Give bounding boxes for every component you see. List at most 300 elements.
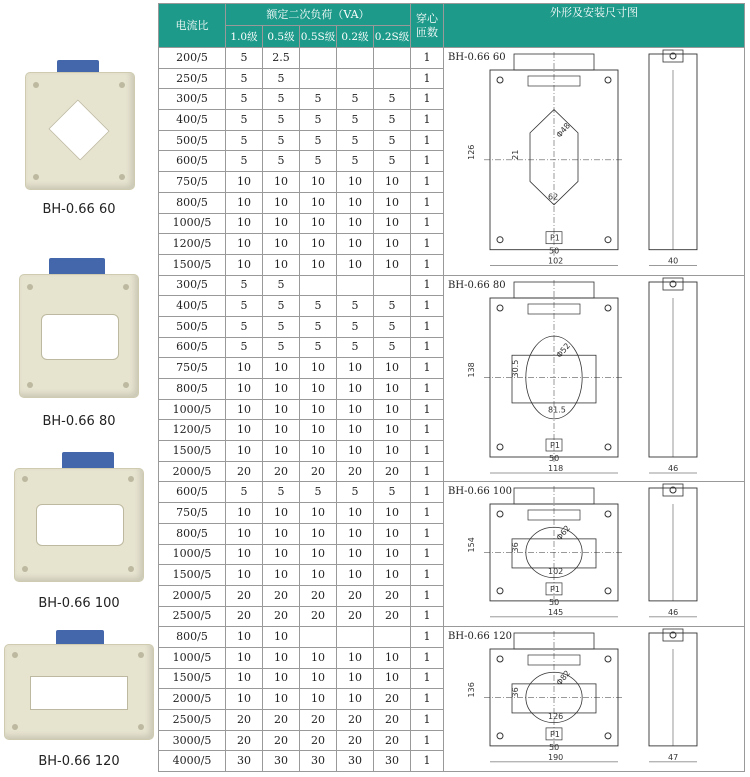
turns-cell: 1 [411, 710, 444, 731]
burden-cell: 10 [226, 668, 263, 689]
burden-cell: 10 [374, 379, 411, 400]
burden-cell: 10 [263, 544, 300, 565]
drawing-title: BH-0.66 120 [448, 631, 512, 643]
burden-cell: 20 [226, 710, 263, 731]
ratio-cell: 2000/5 [159, 689, 226, 710]
burden-cell: 10 [226, 399, 263, 420]
burden-cell: 5 [263, 68, 300, 89]
photo-caption: BH-0.66 60 [42, 202, 116, 217]
drawing-cell [444, 275, 745, 482]
ratio-cell: 4000/5 [159, 751, 226, 772]
burden-cell: 20 [374, 585, 411, 606]
window-height-label: 21 [511, 149, 521, 160]
burden-cell: 20 [263, 461, 300, 482]
burden-cell: 20 [337, 461, 374, 482]
burden-cell: 5 [374, 151, 411, 172]
burden-cell: 10 [263, 399, 300, 420]
burden-cell: 20 [226, 606, 263, 627]
turns-cell: 1 [411, 730, 444, 751]
burden-cell: 5 [263, 151, 300, 172]
header-turns: 穿心 匝数 [411, 4, 444, 48]
turns-cell: 1 [411, 751, 444, 772]
burden-cell: 5 [263, 337, 300, 358]
turns-cell: 1 [411, 379, 444, 400]
burden-cell: 10 [226, 647, 263, 668]
burden-cell: 20 [263, 730, 300, 751]
turns-cell: 1 [411, 151, 444, 172]
burden-cell: 10 [337, 565, 374, 586]
burden-cell: 10 [374, 503, 411, 524]
photo-bh-60 [4, 60, 154, 220]
turns-cell: 1 [411, 275, 444, 296]
drawing-title: BH-0.66 60 [448, 52, 506, 63]
turns-cell: 1 [411, 606, 444, 627]
p1-label: P1 [550, 585, 560, 595]
spec-body [159, 48, 745, 772]
burden-cell: 20 [337, 710, 374, 731]
burden-cell: 10 [226, 689, 263, 710]
burden-cell: 10 [337, 441, 374, 462]
burden-cell: 30 [263, 751, 300, 772]
burden-cell: 30 [300, 751, 337, 772]
burden-cell: 5 [337, 110, 374, 131]
height-label: 138 [467, 361, 476, 378]
turns-cell: 1 [411, 48, 444, 69]
burden-cell: 5 [263, 275, 300, 296]
burden-cell: 20 [300, 730, 337, 751]
burden-cell: 10 [226, 379, 263, 400]
phi-label: Φ82 [554, 668, 573, 688]
burden-cell: 5 [337, 130, 374, 151]
window-label: 62 [548, 192, 559, 202]
burden-cell: 20 [263, 606, 300, 627]
width-label: 145 [548, 608, 564, 618]
burden-cell: 20 [300, 461, 337, 482]
height-label: 136 [467, 682, 477, 698]
burden-cell: 5 [374, 110, 411, 131]
turns-cell: 1 [411, 668, 444, 689]
burden-cell: 10 [337, 523, 374, 544]
turns-cell: 1 [411, 441, 444, 462]
burden-cell: 5 [226, 482, 263, 503]
burden-cell: 10 [374, 565, 411, 586]
turns-cell: 1 [411, 544, 444, 565]
window-label: 126 [548, 712, 564, 722]
burden-cell: 5 [300, 482, 337, 503]
burden-cell: 5 [300, 316, 337, 337]
burden-cell: 5 [300, 337, 337, 358]
turns-cell: 1 [411, 213, 444, 234]
class-header: 1.0级 [226, 26, 263, 48]
burden-cell [300, 275, 337, 296]
burden-cell: 10 [374, 544, 411, 565]
turns-cell: 1 [411, 254, 444, 275]
ratio-cell: 1000/5 [159, 213, 226, 234]
drawing-title: BH-0.66 80 [448, 279, 506, 291]
burden-cell: 10 [374, 213, 411, 234]
burden-cell: 5 [226, 89, 263, 110]
burden-cell: 20 [374, 689, 411, 710]
burden-cell: 10 [300, 399, 337, 420]
burden-cell: 5 [300, 110, 337, 131]
burden-cell: 30 [374, 751, 411, 772]
burden-cell: 10 [263, 523, 300, 544]
burden-cell: 10 [374, 441, 411, 462]
burden-cell: 20 [300, 710, 337, 731]
burden-cell: 5 [226, 130, 263, 151]
window-label: 102 [548, 567, 564, 577]
ratio-cell: 1500/5 [159, 441, 226, 462]
outline-drawing [444, 276, 744, 481]
burden-cell: 10 [337, 647, 374, 668]
burden-cell: 10 [300, 544, 337, 565]
burden-cell: 5 [226, 275, 263, 296]
burden-cell: 10 [263, 565, 300, 586]
table-row [159, 482, 745, 503]
ratio-cell: 600/5 [159, 337, 226, 358]
burden-cell: 10 [300, 668, 337, 689]
ratio-cell: 800/5 [159, 523, 226, 544]
header-ratio: 电流比 [159, 4, 226, 48]
burden-cell: 10 [226, 213, 263, 234]
burden-cell: 10 [374, 668, 411, 689]
photo-bh-120 [4, 630, 154, 775]
photo-bh-100 [4, 452, 154, 612]
burden-cell: 10 [337, 234, 374, 255]
burden-cell: 10 [374, 647, 411, 668]
ratio-cell: 300/5 [159, 275, 226, 296]
burden-cell: 10 [337, 379, 374, 400]
burden-cell: 5 [337, 89, 374, 110]
class-header: 0.2级 [337, 26, 374, 48]
burden-cell: 10 [337, 689, 374, 710]
burden-cell: 10 [300, 192, 337, 213]
burden-cell: 5 [263, 296, 300, 317]
spec-table [158, 3, 745, 772]
burden-cell: 10 [374, 172, 411, 193]
burden-cell: 10 [263, 172, 300, 193]
burden-cell: 20 [374, 606, 411, 627]
burden-cell: 10 [263, 503, 300, 524]
class-header: 0.5S级 [300, 26, 337, 48]
burden-cell: 10 [263, 627, 300, 648]
burden-cell: 5 [337, 482, 374, 503]
burden-cell: 10 [337, 503, 374, 524]
mount-label: 50 [549, 743, 560, 753]
ratio-cell: 1000/5 [159, 647, 226, 668]
burden-cell: 5 [226, 337, 263, 358]
burden-cell: 10 [337, 420, 374, 441]
ratio-cell: 800/5 [159, 379, 226, 400]
ratio-cell: 200/5 [159, 48, 226, 69]
burden-cell: 5 [263, 89, 300, 110]
burden-cell: 5 [337, 316, 374, 337]
width-label: 190 [548, 753, 564, 763]
burden-cell: 10 [300, 420, 337, 441]
burden-cell: 10 [374, 192, 411, 213]
burden-cell: 10 [337, 254, 374, 275]
burden-cell: 5 [300, 296, 337, 317]
burden-cell: 10 [337, 668, 374, 689]
burden-cell: 10 [226, 627, 263, 648]
ratio-cell: 750/5 [159, 503, 226, 524]
burden-cell: 10 [226, 503, 263, 524]
burden-cell: 10 [300, 234, 337, 255]
burden-cell: 20 [337, 606, 374, 627]
burden-cell: 20 [337, 730, 374, 751]
turns-cell: 1 [411, 420, 444, 441]
burden-cell: 20 [300, 585, 337, 606]
turns-cell: 1 [411, 234, 444, 255]
burden-cell: 10 [226, 172, 263, 193]
burden-cell: 10 [226, 234, 263, 255]
burden-cell: 10 [337, 172, 374, 193]
burden-cell: 5 [374, 130, 411, 151]
ratio-cell: 400/5 [159, 296, 226, 317]
p1-label: P1 [550, 730, 560, 740]
burden-cell [374, 275, 411, 296]
burden-cell: 10 [374, 399, 411, 420]
burden-cell: 10 [300, 358, 337, 379]
burden-cell: 10 [263, 668, 300, 689]
ratio-cell: 800/5 [159, 627, 226, 648]
burden-cell: 10 [300, 689, 337, 710]
burden-cell: 10 [300, 172, 337, 193]
turns-cell: 1 [411, 399, 444, 420]
header-drawing: 外形及安装尺寸图 [444, 4, 745, 48]
burden-cell: 30 [226, 751, 263, 772]
ratio-cell: 750/5 [159, 358, 226, 379]
burden-cell: 20 [263, 585, 300, 606]
p1-label: P1 [550, 233, 560, 243]
burden-cell [374, 48, 411, 69]
mount-label: 50 [549, 598, 560, 608]
burden-cell: 5 [300, 151, 337, 172]
turns-cell: 1 [411, 89, 444, 110]
burden-cell: 10 [337, 192, 374, 213]
burden-cell: 10 [263, 441, 300, 462]
window-height-label: 36 [511, 687, 521, 698]
burden-cell: 10 [263, 647, 300, 668]
burden-cell: 20 [226, 461, 263, 482]
burden-cell: 10 [263, 254, 300, 275]
turns-cell: 1 [411, 316, 444, 337]
burden-cell: 20 [374, 730, 411, 751]
burden-cell: 5 [374, 296, 411, 317]
burden-cell: 20 [374, 461, 411, 482]
burden-cell: 10 [263, 234, 300, 255]
burden-cell: 20 [226, 585, 263, 606]
turns-cell: 1 [411, 565, 444, 586]
burden-cell: 5 [263, 316, 300, 337]
p1-label: P1 [550, 440, 560, 450]
burden-cell: 10 [300, 213, 337, 234]
ratio-cell: 300/5 [159, 89, 226, 110]
burden-cell: 5 [374, 337, 411, 358]
turns-cell: 1 [411, 68, 444, 89]
window-height-label: 36 [511, 542, 521, 553]
ratio-cell: 2500/5 [159, 606, 226, 627]
class-header: 0.5级 [263, 26, 300, 48]
turns-cell: 1 [411, 296, 444, 317]
header-burden: 额定二次负荷（VA） [226, 4, 411, 26]
burden-cell [337, 68, 374, 89]
burden-cell: 10 [226, 192, 263, 213]
photo-caption: BH-0.66 120 [38, 754, 120, 769]
burden-cell [337, 627, 374, 648]
width-label: 118 [548, 463, 564, 473]
window-height-label: 30.5 [511, 359, 520, 378]
burden-cell [374, 68, 411, 89]
ratio-cell: 1200/5 [159, 420, 226, 441]
burden-cell: 10 [263, 192, 300, 213]
table-row [159, 48, 745, 69]
burden-cell: 10 [263, 420, 300, 441]
burden-cell: 5 [226, 316, 263, 337]
burden-cell: 5 [263, 482, 300, 503]
burden-cell: 20 [226, 730, 263, 751]
burden-cell: 20 [374, 710, 411, 731]
burden-cell: 10 [300, 565, 337, 586]
turns-cell: 1 [411, 503, 444, 524]
burden-cell: 20 [300, 606, 337, 627]
burden-cell: 5 [300, 89, 337, 110]
burden-cell: 5 [263, 130, 300, 151]
burden-cell: 5 [300, 130, 337, 151]
ratio-cell: 500/5 [159, 130, 226, 151]
depth-label: 47 [667, 753, 679, 763]
turns-cell: 1 [411, 461, 444, 482]
phi-label: Φ62 [554, 524, 573, 543]
burden-cell: 30 [337, 751, 374, 772]
ratio-cell: 800/5 [159, 192, 226, 213]
turns-cell: 1 [411, 337, 444, 358]
ratio-cell: 1500/5 [159, 565, 226, 586]
burden-cell: 10 [337, 358, 374, 379]
turns-cell: 1 [411, 585, 444, 606]
ratio-cell: 1500/5 [159, 254, 226, 275]
burden-cell: 10 [374, 234, 411, 255]
depth-label: 46 [668, 463, 679, 473]
burden-cell: 10 [300, 523, 337, 544]
turns-cell: 1 [411, 172, 444, 193]
mount-label: 50 [549, 246, 560, 256]
burden-cell: 5 [226, 151, 263, 172]
class-header: 0.2S级 [374, 26, 411, 48]
burden-cell: 10 [300, 254, 337, 275]
turns-cell: 1 [411, 192, 444, 213]
phi-label: Φ48 [554, 121, 573, 140]
phi-label: Φ52 [554, 340, 573, 360]
burden-cell [374, 627, 411, 648]
turns-cell: 1 [411, 358, 444, 379]
drawing-cell [444, 482, 745, 627]
ratio-cell: 600/5 [159, 482, 226, 503]
burden-cell: 5 [226, 68, 263, 89]
table-row [159, 275, 745, 296]
ratio-cell: 1000/5 [159, 399, 226, 420]
product-photos [0, 0, 157, 777]
ratio-cell: 600/5 [159, 151, 226, 172]
turns-cell: 1 [411, 627, 444, 648]
drawing-cell [444, 48, 745, 276]
burden-cell: 5 [374, 316, 411, 337]
burden-cell: 5 [226, 110, 263, 131]
burden-cell: 10 [226, 420, 263, 441]
ratio-cell: 3000/5 [159, 730, 226, 751]
burden-cell: 5 [374, 482, 411, 503]
drawing-title: BH-0.66 100 [448, 486, 512, 498]
burden-cell: 20 [263, 710, 300, 731]
burden-cell: 5 [337, 151, 374, 172]
turns-cell: 1 [411, 110, 444, 131]
burden-cell: 2.5 [263, 48, 300, 69]
ratio-cell: 2000/5 [159, 585, 226, 606]
burden-cell: 10 [226, 565, 263, 586]
burden-cell: 5 [226, 296, 263, 317]
burden-cell [337, 275, 374, 296]
drawing-cell [444, 627, 745, 772]
ratio-cell: 1000/5 [159, 544, 226, 565]
outline-drawing [444, 627, 744, 770]
mount-label: 50 [549, 453, 560, 463]
burden-cell: 10 [226, 254, 263, 275]
burden-cell: 10 [300, 441, 337, 462]
burden-cell [300, 68, 337, 89]
turns-cell: 1 [411, 482, 444, 503]
turns-cell: 1 [411, 130, 444, 151]
burden-cell: 10 [374, 523, 411, 544]
turns-cell: 1 [411, 523, 444, 544]
burden-cell [300, 48, 337, 69]
depth-label: 40 [667, 256, 679, 266]
burden-cell: 10 [263, 358, 300, 379]
ratio-cell: 2500/5 [159, 710, 226, 731]
burden-cell: 10 [300, 379, 337, 400]
outline-drawing [444, 482, 744, 625]
burden-cell: 10 [374, 254, 411, 275]
depth-label: 46 [667, 608, 679, 618]
height-label: 126 [467, 144, 477, 160]
width-label: 102 [548, 256, 564, 266]
burden-cell: 10 [300, 503, 337, 524]
burden-cell: 5 [374, 89, 411, 110]
burden-cell [337, 48, 374, 69]
turns-cell: 1 [411, 647, 444, 668]
burden-cell: 10 [226, 441, 263, 462]
burden-cell: 10 [226, 523, 263, 544]
height-label: 154 [467, 537, 477, 553]
burden-cell: 10 [263, 213, 300, 234]
burden-cell: 20 [337, 585, 374, 606]
burden-cell: 10 [300, 647, 337, 668]
burden-cell: 5 [337, 296, 374, 317]
burden-cell: 5 [226, 48, 263, 69]
ratio-cell: 500/5 [159, 316, 226, 337]
burden-cell: 5 [337, 337, 374, 358]
burden-cell: 5 [263, 110, 300, 131]
burden-cell: 10 [374, 358, 411, 379]
burden-cell: 10 [263, 689, 300, 710]
ratio-cell: 250/5 [159, 68, 226, 89]
photo-caption: BH-0.66 100 [38, 596, 120, 611]
outline-drawing [444, 48, 744, 274]
burden-cell: 10 [337, 213, 374, 234]
ratio-cell: 2000/5 [159, 461, 226, 482]
ratio-cell: 1500/5 [159, 668, 226, 689]
burden-cell: 10 [374, 420, 411, 441]
burden-cell: 10 [337, 399, 374, 420]
